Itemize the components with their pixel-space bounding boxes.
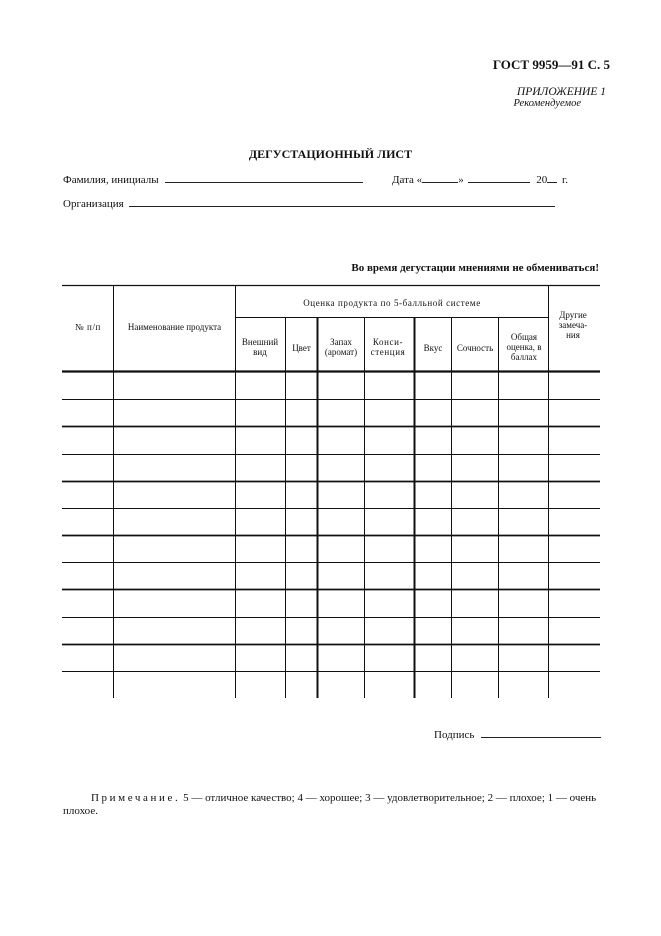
col-juiciness-header: Сочность: [456, 343, 494, 353]
form-title: ДЕГУСТАЦИОННЫЙ ЛИСТ: [248, 147, 413, 161]
date-close-quote: »: [458, 174, 464, 186]
score-group-header: Оценка продукта по 5-балльной системе: [303, 298, 481, 308]
col-number-header: № п/п: [75, 322, 101, 332]
col-consistency-header: Конси-стенция: [370, 337, 406, 357]
signature-row: [434, 727, 601, 741]
col-remarks-header: Другие замеча-ния: [558, 310, 588, 340]
date-label: Дата «: [392, 174, 423, 186]
col-color-header: Цвет: [292, 343, 311, 353]
col-appearance-header: Внешний вид: [241, 337, 279, 357]
year-suffix: г.: [561, 174, 568, 186]
note-text: 5 — отличное качество; 4 — хорошее; 3 — удовлетворительное; 2 — плохое; 1 — очень плохое.: [63, 792, 597, 817]
signature-label: Подпись: [434, 729, 475, 741]
note-label: Примечание.: [91, 792, 181, 804]
appendix-status: Рекомендуемое: [513, 98, 581, 109]
year-prefix: 20: [536, 174, 548, 186]
col-product-header: Наименование продукта: [127, 322, 222, 332]
col-smell-header: Запах (аромат): [324, 337, 358, 357]
col-total-header: Общая оценка, в баллах: [506, 332, 542, 362]
surname-label: Фамилия, инициалы: [63, 174, 159, 186]
signature-field[interactable]: [481, 727, 601, 738]
organization-label: Организация: [63, 198, 124, 210]
tasting-warning: Во время дегустации мнениями не обмениваться!: [351, 262, 599, 274]
document-code: ГОСТ 9959—91 С. 5: [492, 57, 610, 72]
col-taste-header: Вкус: [423, 343, 443, 353]
appendix-label: ПРИЛОЖЕНИЕ 1: [516, 86, 606, 98]
note-paragraph: [63, 792, 603, 818]
